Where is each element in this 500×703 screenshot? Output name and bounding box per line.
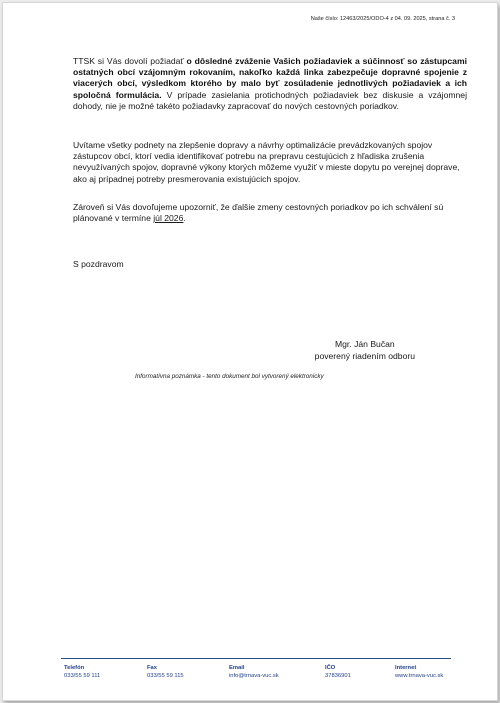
schedule-date: júl 2026 <box>153 213 184 224</box>
footer-phone-label: Telefón <box>64 665 85 671</box>
footer-phone <box>64 665 100 680</box>
electronic-document-note: Informatívna poznámka - tento dokument bol vytvorený elektronicky <box>135 373 324 380</box>
footer-website-link[interactable]: www.trnava-vuc.sk <box>395 672 444 679</box>
paragraph-request-rest: V prípade zasielania protichodných požiadaviek bez diskusie a vzájomnej dohody, nie je možné takéto požiadavky zapracovať do nových cestovných poriadkov. <box>73 89 467 111</box>
signature-role: poverený riadením odboru <box>314 350 415 361</box>
paragraph-schedule-end: . <box>183 213 186 224</box>
footer-ico <box>325 665 351 680</box>
footer-internet-label: Internet <box>395 665 417 671</box>
footer-fax <box>147 665 184 680</box>
paragraph-schedule-text: Zároveň si Vás dovoľujeme upozorniť, že ďalšie zmeny cestovných poriadkov po ich schválení sú plánované v termíne <box>73 202 444 224</box>
signature-block <box>315 339 415 362</box>
paragraph-schedule <box>61 202 467 224</box>
footer-email-link[interactable]: info@trnava-vuc.sk <box>229 672 279 679</box>
document-page <box>2 2 498 701</box>
signature-name: Mgr. Ján Bučan <box>334 339 395 349</box>
footer-fax-value: 033/55 59 115 <box>147 672 184 679</box>
paragraph-request <box>61 56 467 112</box>
footer-ico-label: IČO <box>325 665 336 671</box>
footer-ico-value: 37836901 <box>325 672 351 679</box>
footer-divider <box>61 658 451 659</box>
paragraph-request-lead: TTSK si Vás dovolí požiadať <box>73 56 187 66</box>
paragraph-suggestions: Uvítame všetky podnety na zlepšenie dopravy a návrhy optimalizácie prevádzkovaných spojov zástupcov obcí, ktorí vedia identifikovať potrebu na prepravu cestujúcich z hľadiska zrušenia nevyužívaných spojov, dopravné výkony ktorých môžeme využiť v mieste dopytu po verejnej doprave, ako aj prípadnej potreby presmerovania existujúcich spojov. <box>73 140 460 184</box>
reference-number: Naše číslo: 12463/2025/ODO-4 z 04. 09. 2025, strana č. 3 <box>310 16 455 22</box>
footer-email-label: Email <box>229 665 245 671</box>
footer-phone-value: 033/55 59 111 <box>64 672 101 679</box>
greeting: S pozdravom <box>73 259 124 269</box>
footer-internet <box>395 665 443 680</box>
footer-email <box>229 665 279 680</box>
paragraph-request-bold: o dôsledné zváženie Vašich požiadaviek a súčinnosť so zástupcami ostatných obcí vzájomným rokovaním, nakoľko každá linka zabezpečuje dopravné spojenie z viacerých obcí, výsledkom ktorého by malo byť zosúladenie jednotlivých požiadaviek a ich spoločná formulácia. <box>73 56 467 100</box>
footer-fax-label: Fax <box>147 665 157 671</box>
